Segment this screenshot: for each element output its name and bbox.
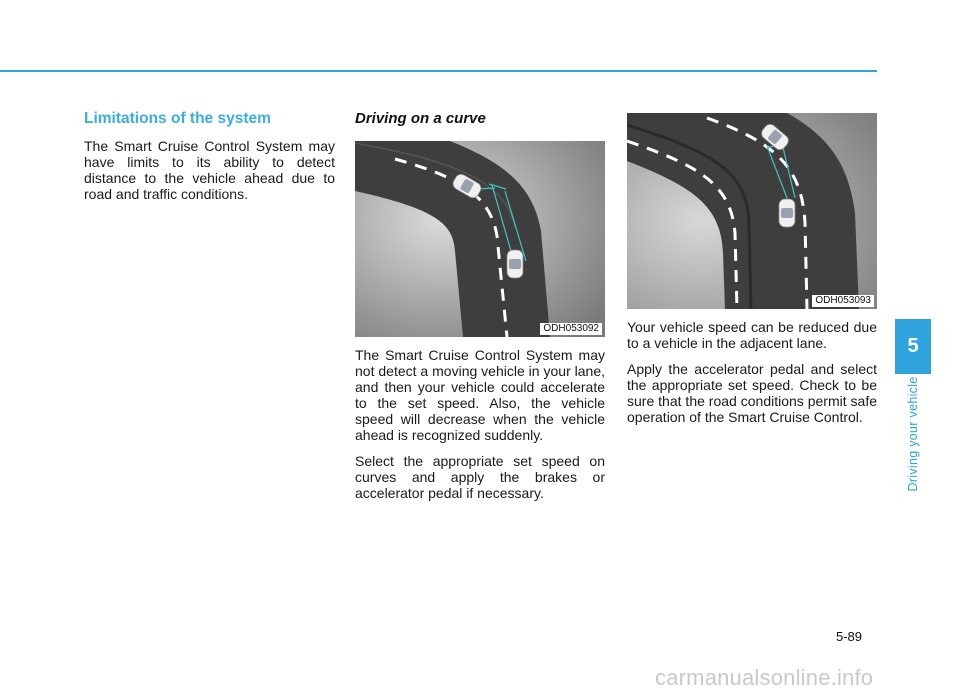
chapter-tab: 5 — [895, 319, 931, 374]
curve-subtitle: Driving on a curve — [355, 110, 486, 127]
limitations-column — [84, 110, 335, 212]
figure-code: ODH053093 — [812, 295, 874, 307]
watermark: carmanualsonline.info — [655, 665, 874, 690]
curve-illustration — [355, 141, 605, 337]
chapter-label: Driving your vehicle — [906, 376, 920, 492]
curve-road-graphic — [355, 141, 605, 337]
section-title: Limitations of the system — [84, 110, 271, 127]
own-vehicle — [779, 199, 795, 227]
curve-paragraph-2: Select the appropriate set speed on curves and apply the brakes or accelerator pedal if necessary. — [355, 453, 605, 501]
figure-code: ODH053092 — [540, 323, 602, 335]
own-vehicle — [507, 250, 523, 278]
header-rule — [0, 70, 877, 72]
adjacent-lane-illustration — [627, 113, 877, 309]
adjacent-paragraph-2: Apply the accelerator pedal and select the appropriate set speed. Check to be sure that the road conditions permit safe operation of the Smart Cruise Control. — [627, 361, 877, 425]
adjacent-lane-column — [627, 113, 877, 435]
curve-column — [355, 110, 605, 511]
adjacent-road-graphic — [627, 113, 877, 309]
limitations-paragraph: The Smart Cruise Control System may have limits to its ability to detect distance to the vehicle ahead due to road and traffic conditions. — [84, 138, 335, 202]
curve-paragraph-1: The Smart Cruise Control System may not detect a moving vehicle in your lane, and then your vehicle could accelerate to the set speed. Also, the vehicle speed will decrease when the vehicle ahead is recognized suddenly. — [355, 347, 605, 443]
adjacent-paragraph-1: Your vehicle speed can be reduced due to a vehicle in the adjacent lane. — [627, 319, 877, 351]
page-number: 5-89 — [836, 629, 863, 644]
